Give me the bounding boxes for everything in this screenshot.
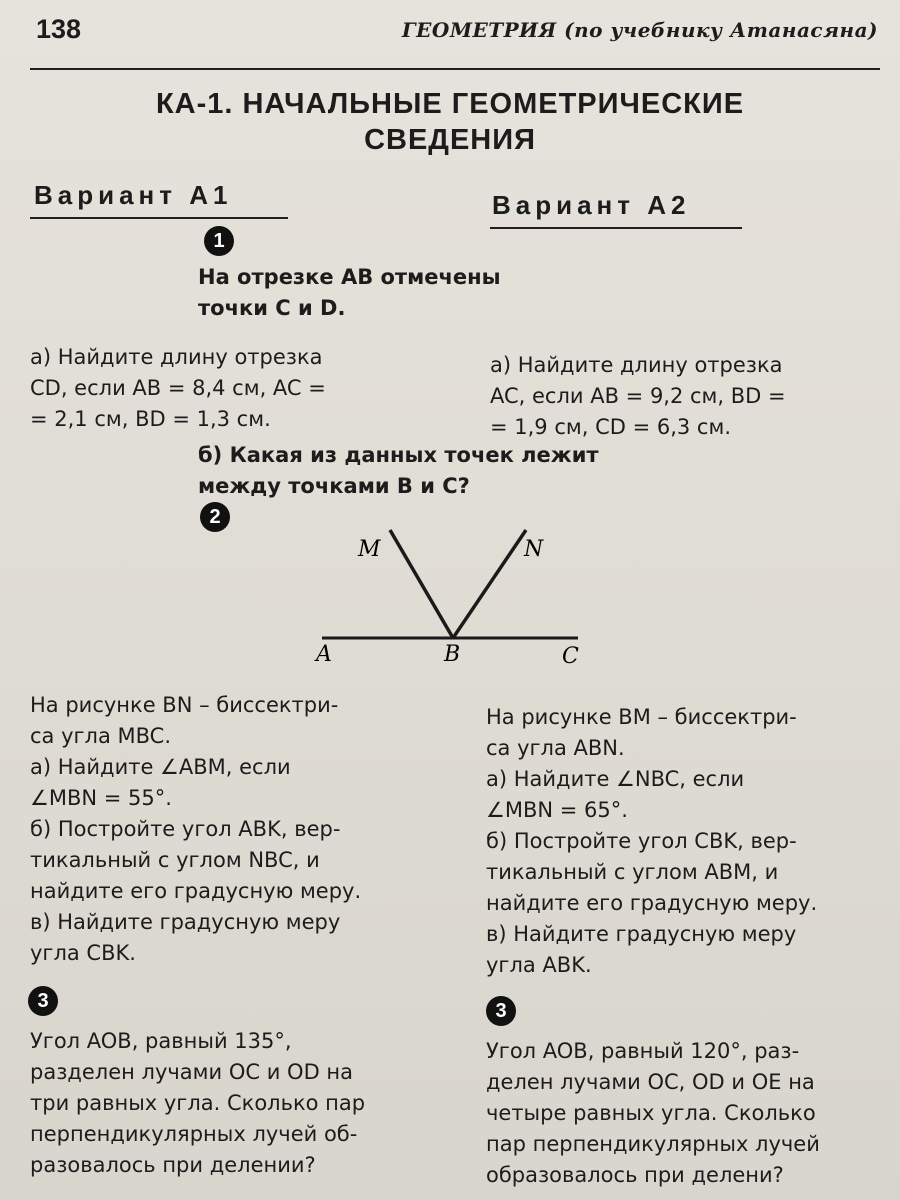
section-title-line1: КА-1. НАЧАЛЬНЫЕ ГЕОМЕТРИЧЕСКИЕ xyxy=(155,88,745,120)
task1-common-b-text xyxy=(198,440,678,502)
task2-a2-line8: в) Найдите градусную меру xyxy=(486,922,797,946)
task2-a1-line9: угла CBK. xyxy=(30,941,136,965)
task1-a1-line3: = 2,1 см, BD = 1,3 см. xyxy=(30,407,271,431)
ray-bm xyxy=(390,530,453,638)
task1-a2-line2: AC, если AB = 9,2 см, BD = xyxy=(490,384,786,408)
task3-a1-line1: Угол AOB, равный 135°, xyxy=(30,1029,292,1053)
task3-a1-line5: разовалось при делении? xyxy=(30,1153,316,1177)
task3-a1-number-badge: 3 xyxy=(28,986,58,1016)
section-title xyxy=(40,86,860,158)
task2-a2-line2: са угла ABN. xyxy=(486,736,625,760)
task2-a2-line7: найдите его градусную меру. xyxy=(486,891,818,915)
task3-a2-number-badge: 3 xyxy=(486,996,516,1026)
task1-a1-line2: CD, если AB = 8,4 см, AC = xyxy=(30,376,326,400)
task1-a2-line1: а) Найдите длину отрезка xyxy=(490,353,783,377)
label-b: B xyxy=(444,642,461,667)
task1-common-b-line1: б) Какая из данных точек лежит xyxy=(198,443,599,467)
task3-a1-line4: перпендикулярных лучей об- xyxy=(30,1122,358,1146)
label-n: N xyxy=(524,537,544,562)
task2-a1-line2: са угла MBC. xyxy=(30,724,172,748)
task2-a1-text xyxy=(30,690,410,969)
variant-a1-heading: Вариант А1 xyxy=(34,180,233,210)
variant-a2-heading: Вариант А2 xyxy=(492,190,691,220)
label-m: M xyxy=(358,537,381,562)
task2-a2-line4: ∠MBN = 65°. xyxy=(486,798,628,822)
task2-a1-line4: ∠MBN = 55°. xyxy=(30,786,172,810)
task2-a2-text xyxy=(486,702,870,981)
task3-a2-line3: четыре равных угла. Сколько xyxy=(486,1101,816,1125)
task2-a2-line1: На рисунке BM – биссектри- xyxy=(486,705,797,729)
task1-common-line2: точки C и D. xyxy=(198,296,346,320)
task3-a2-line4: пар перпендикулярных лучей xyxy=(486,1132,820,1156)
label-a: A xyxy=(316,642,332,667)
task1-a2-text xyxy=(490,350,882,443)
task2-a2-line5: б) Постройте угол CBK, вер- xyxy=(486,829,797,853)
task3-a1-text xyxy=(30,1026,414,1181)
task1-a1-line1: а) Найдите длину отрезка xyxy=(30,345,323,369)
task2-number-badge: 2 xyxy=(200,502,230,532)
task2-a2-line9: угла ABK. xyxy=(486,953,592,977)
task1-a1-text xyxy=(30,342,418,435)
header-rule xyxy=(30,68,880,70)
task3-a1-line2: разделен лучами OC и OD на xyxy=(30,1060,354,1084)
task1-number-badge: 1 xyxy=(204,226,234,256)
task2-a1-line6: тикальный с углом NBC, и xyxy=(30,848,320,872)
page-number: 138 xyxy=(36,14,82,44)
task2-a1-line8: в) Найдите градусную меру xyxy=(30,910,341,934)
task2-a1-line5: б) Постройте угол ABK, вер- xyxy=(30,817,341,841)
task1-common-line1: На отрезке AB отмечены xyxy=(198,265,501,289)
task3-a1-line3: три равных угла. Сколько пар xyxy=(30,1091,366,1115)
task2-a1-line7: найдите его градусную меру. xyxy=(30,879,362,903)
task2-a2-line3: а) Найдите ∠NBC, если xyxy=(486,767,745,791)
angle-figure xyxy=(300,525,600,670)
task3-a2-text xyxy=(486,1036,872,1191)
running-title: ГЕОМЕТРИЯ (по учебнику Атанасяна) xyxy=(401,18,878,42)
task2-a2-line6: тикальный с углом ABM, и xyxy=(486,860,779,884)
task1-common-b-line2: между точками B и C? xyxy=(198,474,470,498)
task3-a2-line1: Угол AOB, равный 120°, раз- xyxy=(486,1039,800,1063)
task2-a1-line3: а) Найдите ∠ABM, если xyxy=(30,755,291,779)
variant-a2-underline xyxy=(490,227,742,229)
ray-bn xyxy=(453,530,526,638)
task3-a2-line5: образовалось при делени? xyxy=(486,1163,784,1187)
label-c: C xyxy=(562,644,579,669)
task1-a2-line3: = 1,9 см, CD = 6,3 см. xyxy=(490,415,731,439)
task3-a2-line2: делен лучами OC, OD и OE на xyxy=(486,1070,815,1094)
section-title-line2: СВЕДЕНИЯ xyxy=(364,124,536,156)
task2-a1-line1: На рисунке BN – биссектри- xyxy=(30,693,339,717)
variant-a1-underline xyxy=(30,217,288,219)
task1-common-text xyxy=(198,262,618,324)
